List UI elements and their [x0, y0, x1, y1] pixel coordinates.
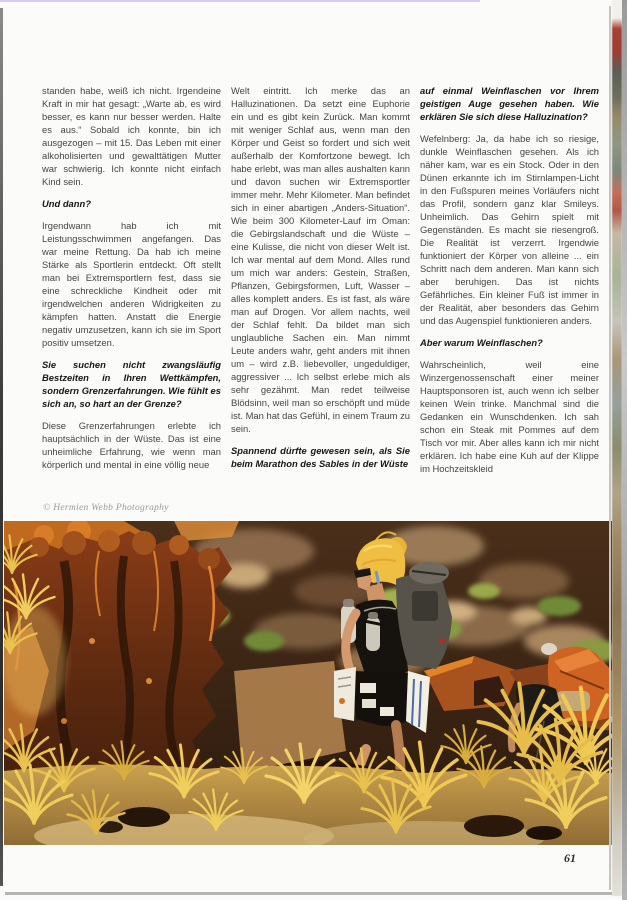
interview-question: Und dann? [42, 198, 91, 209]
next-pages-fore-edge [612, 0, 622, 896]
scan-page-left-edge [0, 8, 3, 886]
text-column-2 [231, 84, 410, 514]
page-right-edge [609, 6, 611, 890]
photo-marathon-des-sables [4, 521, 612, 845]
scan-artifact-top-line [0, 0, 480, 2]
paragraph: Wahrscheinlich, weil eine Winzergenossenschaft einer meiner Hauptsponsoren ist, auch wenn ich selber keinen Wein trinke. Manchmal sind die Gedanken ein Wunschdenken. Ich sah schon ein Steak mit Pommes auf dem Tisch vor mir. Aber alles kann ich mir nicht erklären. Ich habe eine Kuh auf der Klippe im Hochzeitskleid [420, 359, 599, 474]
paragraph: Irgendwann hab ich mit Leistungsschwimmen angefangen. Das war meine Rettung. Da hab ich meine Stärke als Sportlerin entdeckt. Oft stellt man bei Extremsportlern fest, dass sie eine schreckliche Kindheit oder mit irgendwelchen anderen Widrigkeiten zu kämpfen hatten. Anstatt die Energie negativ umzusetzen, kann ich sie im Sport positiv umsetzen. [42, 220, 221, 348]
scan-right-border [622, 0, 627, 900]
interview-question: Aber warum Weinflaschen? [420, 337, 543, 348]
photo-credit: © Hermien Webb Photography [43, 503, 169, 513]
interview-question: Spannend dürfte gewesen sein, als Sie beim Marathon des Sables in der Wüste [231, 445, 410, 469]
paragraph: Welt eintritt. Ich merke das an Halluzinationen. Da setzt eine Euphorie ein und es gibt kein Zurück. Man kommt mit weniger Schlaf aus, wenn man den Körper und Geist so fordert und sich weit außerhalb der Komfortzone bewegt. Ich habe erlebt, was man alles aushalten kann und davon suchen wir Extremsportler immer mehr. Mehr Kilometer. Man befindet sich in einer abartigen „Anders-Situation“. Wie beim 300 Kilometer-Lauf im Oman: die Gebirgslandschaft und die Wüste – eine Kulisse, die nicht von dieser Welt ist. Ich war mental auf dem Mond. Alles rund um mich war anders: Gestein, Straßen, Pflanzen, Gebirgsformen, Luft, Wasser – alles komplett anders. Es ist fast, als wäre man auf Drogen. Vor allem nachts, weil der Schlaf fehlt. Da bildet man sich unglaubliche Sachen ein. Man nimmt Leute anders wahr, geht anders mit ihnen um – wird z.B. liebevoller, ungeduldiger, aggressiver ... Ich selbst erlebe mich als sehr gezähmt. Man redet teilweise Blödsinn, weil man so erschöpft und müde ist. Man hat das Gefühl, in einem Traum zu sein. [231, 85, 410, 434]
scan-bottom-shadow [5, 892, 612, 895]
paragraph: Wefelnberg: Ja, da habe ich so riesige, dunkle Weinflaschen gesehen. Als ich näher kam, war es ein Stock. Oder in den Dünen erkannte ich im Stirnlampen-Licht in den Fußspuren meines Vorläufers nicht das Profil, sondern ganz klar Smileys. Unheimlich. Das Gehirn spielt mit Gegenständen. Es macht sie riesengroß. Die Realität ist verzerrt. Irgendwie funktioniert der Körper von alleine ... ein Schritt nach dem anderen. Man kann sich aber beruhigen. Das ist nichts Gefährliches. Ein kleiner Fuß ist immer in der Realität, aber besonders das Gehirn und das Augenspiel funktionieren anders. [420, 133, 599, 326]
paragraph: standen habe, weiß ich nicht. Irgendeine Kraft in mir hat gesagt: „Warte ab, es wird besser, es kann nur besser werden. Halte es aus.“ Sobald ich konnte, bin ich ausgezogen – mit 15. Das Leben mit einer alkoholisierten und gewalttätigen Mutter war schwierig. Ich konnte nicht einfach Kind sein. [42, 85, 221, 187]
page-number: 61 [564, 851, 576, 865]
interview-question: auf einmal Weinflaschen vor Ihrem geistigen Auge gesehen haben. Wie erklären Sie sich diese Halluzination? [420, 85, 599, 122]
text-column-1 [42, 84, 221, 514]
text-column-3 [420, 84, 599, 514]
interview-question: Sie suchen nicht zwangsläufig Bestzeiten in Ihren Wettkämpfen, sondern Grenzerfahrungen. Wie fühlt es sich an, so hart an der Grenze? [42, 359, 221, 409]
photo-glow-grass-left [4, 606, 66, 716]
paragraph: Diese Grenzerfahrungen erlebte ich hauptsächlich in der Wüste. Das ist eine unheimliche Erfahrung, wie wenn man körperlich und mental in eine völlig neue [42, 420, 221, 470]
